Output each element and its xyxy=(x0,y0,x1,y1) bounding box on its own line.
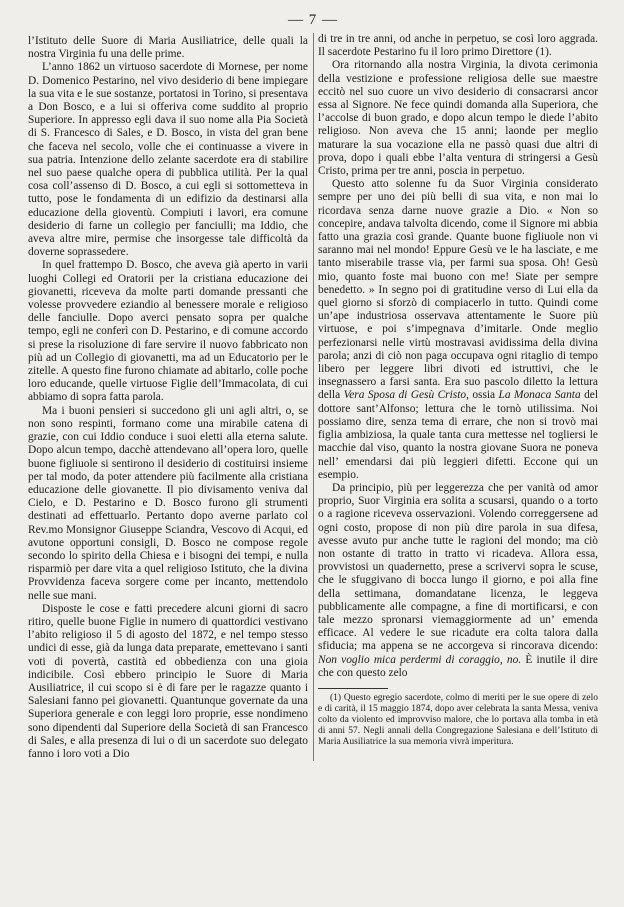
paragraph: di tre in tre anni, od anche in perpetuo, se così loro aggrada. Il sacerdote Pestarino fu il loro primo Direttore (1). xyxy=(318,33,598,59)
paragraph-text: Questo atto solenne fu da Suor Virginia considerato sempre per uno dei più belli di sua vita, e non mai lo ricordava senza darne nuove grazie a Dio. « Non so concepire, andava talvolta dicendo, come il Signore mi abbia fatto una grazia così grande. Quante buone figliuole non vi saranno mai nel mondo! Eppure Gesù ve le ha lasciate, e me tanto miserabile trasse via, per farmi sua sposa. Oh! Gesù mio, quanto foste mai buono con me! Siate per sempre benedetto. » In segno poi di gratitudine verso di Lui ella da quel giorno si sforzò di compiacerlo in tutto. Quindi come un’ape industriosa osservava attentamente le Suore più virtuose, e poi s’impegnava d’imitarle. Onde meglio perfezionarsi nelle virtù mostravasi avidissima della divina parola; anzi di ciò non paga occupava ogni ritaglio di tempo libero per leggere libri divoti ed istruttivi, che le insegnassero a farsi santa. Era suo pascolo diletto la lettura della xyxy=(318,178,598,402)
paragraph-text: , ossia xyxy=(466,389,496,402)
paragraph-text: del dottore sant’Alfonso; lettura che le tornò utilissima. Noi possiamo dire, senza tema di errare, che non si trovò mai figlia ambiziosa, la quale tanta cura mettesse nel togliersi le macchie dal viso, quanto la nostra giovane Suora ne poneva nell’ emendarsi dai più leggieri difetti. Eccone qui un esempio. xyxy=(318,389,598,481)
column-divider xyxy=(313,33,314,761)
text-columns xyxy=(28,33,598,761)
left-column xyxy=(28,33,308,761)
footnote: (1) Questo egregio sacerdote, colmo di meriti per le sue opere di zelo e di carità, il 15 maggio 1874, dopo aver celebrata la santa Messa, veniva colto da violento ed improvviso malore, che lo portava alla tomba in età di anni 57. Negli annali della Congregazione Salesiana e dell’Istituto di Maria Ausiliatrice la sua memoria vivrà imperitura. xyxy=(318,692,598,747)
paragraph xyxy=(318,178,598,482)
paragraph: In quel frattempo D. Bosco, che aveva già aperto in varii luoghi Collegi ed Oratorii per la cristiana educazione dei giovanetti, riceveva da molte parti domande pressanti che volesse provvedere eziandio al benessere morale e religioso delle fanciulle. Dopo averci pensato sopra per qualche tempo, egli ne conferì con D. Pestarino, e di comune accordo si prese la risoluzione di fare servire il nuovo fabbricato non più ad un Collegio di giovanetti, ma ad un Educatorio per le zitelle. A questo fine furono chiamate ad abitarlo, colle poche loro educande, quelle virtuose Figlie dell’Immacolata, di cui abbiamo di sopra fatta parola. xyxy=(28,259,308,404)
paragraph: Disposte le cose e fatti precedere alcuni giorni di sacro ritiro, quelle buone Figlie in numero di quattordici vestivano l’abito religioso il 5 di agosto del 1872, e nel tempo stesso undici di esse, già da lunga data preparate, emettevano i santi voti di povertà, castità ed obbedienza con una gioia indicibile. Così ebbero principio le Suore di Maria Ausiliatrice, il cui scopo si è di fare per le ragazze quanto i Salesiani fanno pei giovanetti. Quantunque governate da una Superiora generale e con leggi loro proprie, esse nondimeno sono dipendenti dal Superiore della Società di san Francesco di Sales, e alla presenza di lui o di un sacerdote suo delegato fanno i loro voti a Dio xyxy=(28,602,308,760)
paragraph-text: Da principio, più per leggerezza che per vanità od amor proprio, Suor Virginia era solita a scusarsi, quando o a torto o a ragione riceveva osservazioni. Volendo correggersene ad ogni costo, propose di non più dire parola in sua difesa, avesse avuto pur anche tutte le ragioni del mondo; ma ciò non ostante di tratto in tratto vi ricadeva. Allora essa, provvistosi un quadernetto, prese a scrivervi sopra le scuse, che le sfuggivano di bocca lungo il giorno, e poi alla fine della settimana, domandatane licenza, le leggeva pubblicamente alle compagne, a fine di mortificarsi, e con tale mezzo spronarsi viemaggiormente ad un’ emenda efficace. Al vedere le sue ricadute era colta talora dalla sfiducia; ma appena se ne accorgeva si rincorava dicendo: xyxy=(318,481,598,653)
footnote-rule xyxy=(318,688,388,689)
page-number: — 7 — xyxy=(288,12,338,28)
paragraph: Ma i buoni pensieri si succedono gli uni agli altri, o, se non sono respinti, formano come una mirabile catena di grazie, con cui Iddio conduce i suoi eletti alla eterna salute. Dopo alcun tempo, dacchè attendevano all’opera loro, quelle buone figliuole si sentirono il desiderio di costituirsi insieme per tal modo, da poter attendere più facilmente alla cristiana educazione delle giovanette. Il pio divisamento veniva dal Cielo, e D. Pestarino e D. Bosco furono gli strumenti destinati ad effettuarlo. Pertanto dopo averne parlato col Rev.mo Monsignor Giuseppe Sciandra, Vescovo di Acqui, ed avutone opportuni consigli, D. Bosco ne compose regole secondo lo spirito della Chiesa e i bisogni dei tempi, e nulla risparmiò per dare vita a quel religioso Istituto, che la divina Provvidenza faceva sorgere come per incanto, mettendolo nelle sue mani. xyxy=(28,404,308,602)
book-title: La Monaca Santa xyxy=(498,389,581,402)
paragraph-text: È inutile il dire che con questo zelo xyxy=(318,653,598,679)
paragraph: Ora ritornando alla nostra Virginia, la divota cerimonia della vestizione e professione religiosa delle sue maestre eccitò nel suo cuore un vivo desiderio di consacrarsi ancor essa al Signore. Ne fece quindi domanda alla Superiora, che l’accolse di buon grado, e dopo alcun tempo le diede l’abito religioso. Non aveva che 15 anni; laonde per meglio maturare la sua vocazione ella ne passò quasi due altri di prova, dopo i quali ebbe l’alta ventura di stringersi a Gesù Cristo, prima per tre anni, poscia in perpetuo. xyxy=(318,59,598,178)
book-title: Vera Sposa di Gesù Cristo xyxy=(343,389,467,402)
paragraph: l’Istituto delle Suore di Maria Ausiliatrice, delle quali la nostra Virginia fu una delle prime. xyxy=(28,35,308,61)
right-column xyxy=(318,33,598,761)
paragraph xyxy=(318,482,598,680)
paragraph: L’anno 1862 un virtuoso sacerdote di Mornese, per nome D. Domenico Pestarino, nel vivo desiderio di bene impiegare la sua vita e le sue sostanze, portatosi in Torino, si presentava a Don Bosco, e a lui si offeriva come suddito al proprio Superiore. In appresso egli dava il suo nome alla Pia Società di S. Francesco di Sales, e D. Bosco, in vista del gran bene che faceva nel secolo, volle che ei continuasse a vivere in sua patria. Intenzione dello zelante sacerdote era di stabilire nel suo paese qualche opera di pubblica utilità. Per la qual cosa coll’assenso di D. Bosco, a cui egli si sottometteva in tutto, pose le fondamenta di un edifizio da destinarsi alla educazione della gioventù. Compiuti i lavori, era comune desiderio di farne un collegio per fanciulli; ma Iddio, che aveva altre mire, permise che insorgesse tale difficoltà da doverne soprassedere. xyxy=(28,61,308,259)
quoted-saying: Non voglio mica perdermi di coraggio, no. xyxy=(318,653,522,666)
